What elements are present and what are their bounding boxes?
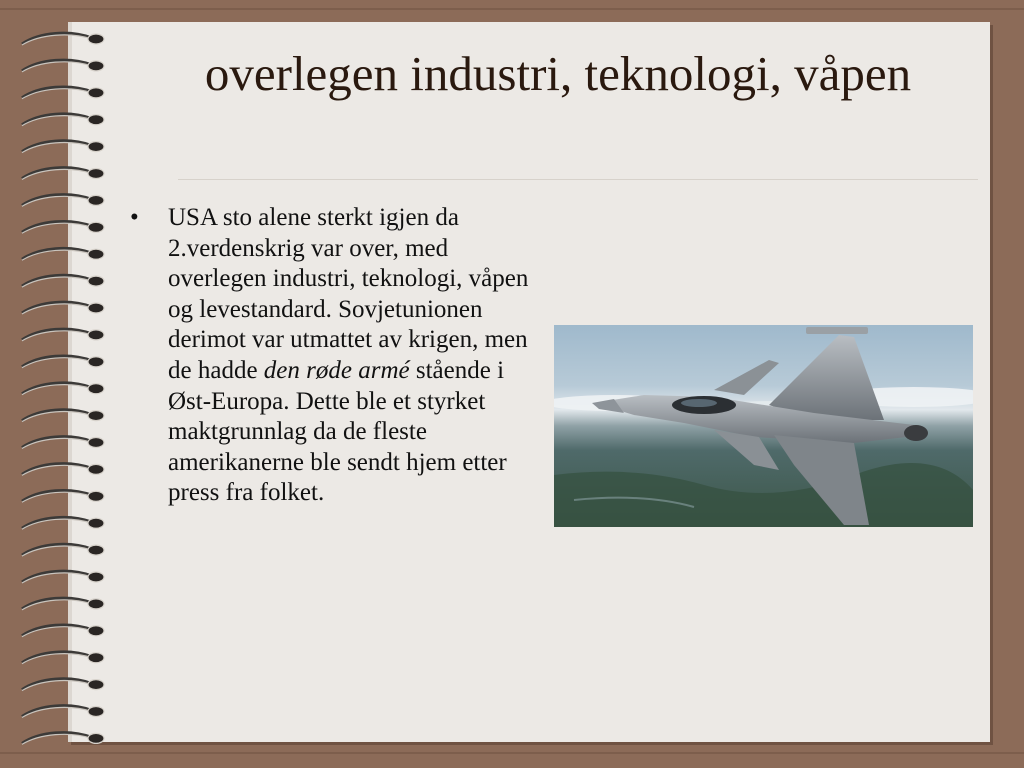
spiral-wire-highlight	[22, 707, 92, 717]
spiral-wire-highlight	[22, 196, 92, 206]
binding-hole	[88, 357, 104, 367]
spiral-wire-highlight	[22, 143, 92, 153]
bullet-text-part1: USA sto alene sterkt igjen da 2.verdenskrig var over, med overlegen industri, teknologi, våpen og levestandard. Sovjetunionen derimot var utmattet av krigen, men de hadde	[168, 204, 529, 384]
spiral-wire-highlight	[22, 169, 92, 179]
binding-hole	[88, 169, 104, 179]
frame-edge-bottom	[0, 752, 1024, 754]
spiral-wire-highlight	[22, 627, 92, 637]
binding-hole	[88, 653, 104, 663]
spiral-wire-highlight	[22, 492, 92, 502]
spiral-wire-highlight	[22, 412, 92, 422]
spiral-wire-highlight	[22, 519, 92, 529]
frame-edge-top	[0, 8, 1024, 10]
binding-hole	[88, 115, 104, 125]
spiral-wire-highlight	[22, 465, 92, 475]
spiral-wire-highlight	[22, 304, 92, 314]
binding-hole	[88, 680, 104, 690]
spiral-wire-highlight	[22, 734, 92, 744]
spiral-wire-highlight	[22, 600, 92, 610]
binding-hole	[88, 276, 104, 286]
title-divider	[178, 179, 978, 180]
binding-hole	[88, 572, 104, 582]
binding-hole	[88, 384, 104, 394]
binding-hole	[88, 599, 104, 609]
spiral-wire-highlight	[22, 654, 92, 664]
spiral-wire-highlight	[22, 223, 92, 233]
binding-hole	[88, 518, 104, 528]
spiral-wire-highlight	[22, 277, 92, 287]
binding-hole	[88, 411, 104, 421]
spiral-wire-highlight	[22, 331, 92, 341]
binding-hole	[88, 707, 104, 717]
binding-hole	[88, 249, 104, 259]
binding-hole	[88, 438, 104, 448]
spiral-wire-highlight	[22, 116, 92, 126]
bullet-item	[130, 203, 540, 509]
spiral-wire-highlight	[22, 438, 92, 448]
bullet-text-part2: stående i Øst-Europa. Dette ble et styrket maktgrunnlag da de fleste amerikanerne ble sendt hjem etter press fra folket.	[168, 356, 507, 507]
spiral-wire-highlight	[22, 573, 92, 583]
slide-title: overlegen industri, teknologi, våpen	[204, 46, 912, 101]
binding-hole	[88, 88, 104, 98]
fighter-jet-photo	[554, 325, 973, 527]
binding-hole	[88, 733, 104, 743]
spiral-wire-highlight	[22, 62, 92, 72]
binding-hole	[88, 142, 104, 152]
spiral-wire-highlight	[22, 385, 92, 395]
bullet-text	[168, 203, 540, 509]
slide-paper	[68, 22, 990, 742]
spiral-wire-highlight	[22, 35, 92, 45]
binding-hole	[88, 222, 104, 232]
binding-hole	[88, 545, 104, 555]
spiral-wire-highlight	[22, 250, 92, 260]
bullet-emphasis: den røde armé	[263, 356, 410, 384]
spiral-wire-highlight	[22, 546, 92, 556]
spiral-binding-icon	[0, 0, 120, 768]
bullet-marker: •	[130, 204, 139, 231]
binding-hole	[88, 626, 104, 636]
binding-hole	[88, 464, 104, 474]
binding-hole	[88, 491, 104, 501]
binding-hole	[88, 61, 104, 71]
spiral-wire-highlight	[22, 681, 92, 691]
binding-hole	[88, 330, 104, 340]
binding-hole	[88, 195, 104, 205]
spiral-wire-highlight	[22, 358, 92, 368]
binding-hole	[88, 34, 104, 44]
binding-hole	[88, 303, 104, 313]
spiral-wire-highlight	[22, 89, 92, 99]
